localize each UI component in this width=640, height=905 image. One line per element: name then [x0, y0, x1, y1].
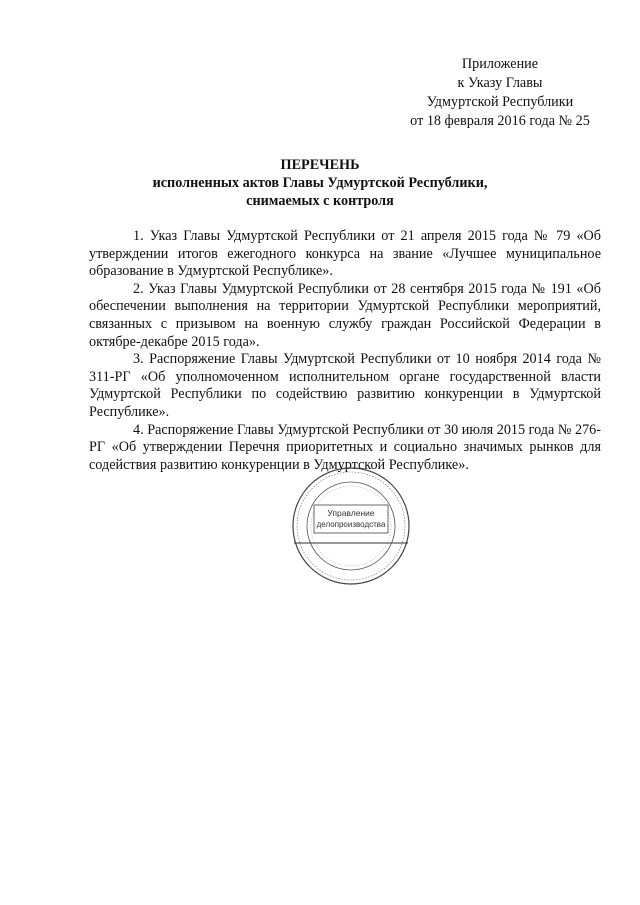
- list-item: 2. Указ Главы Удмуртской Республики от 28 сентября 2015 года № 191 «Об обеспечении выполнения на территории Удмуртской Республики мероприятий, связанных с призывом на военную службу граждан Российской Федерации в октябре-декабре 2015 года».: [89, 280, 601, 350]
- stamp-text-line-1: Управление: [327, 508, 375, 518]
- annex-line-1: Приложение: [461, 56, 539, 72]
- annex-line-2: к Указу Главы: [457, 75, 543, 91]
- stamp-seal: [290, 465, 412, 587]
- annex-header: [400, 55, 600, 131]
- list-item: 3. Распоряжение Главы Удмуртской Республики от 10 ноября 2014 года № 311-РГ «Об уполномоченном исполнительном органе государственной власти Удмуртской Республики по содействию развитию конкуренции в Удмуртской Республике».: [89, 351, 601, 420]
- title-line-2: исполненных актов Главы Удмуртской Республики,: [152, 175, 488, 191]
- acts-list: [89, 228, 601, 474]
- title-line-1: ПЕРЕЧЕНЬ: [280, 157, 360, 173]
- list-item: 1. Указ Главы Удмуртской Республики от 21 апреля 2015 года № 79 «Об утверждении итогов ежегодного конкурса на звание «Лучшее муниципальное образование в Удмуртской Республике».: [89, 228, 601, 280]
- annex-line-4: от 18 февраля 2016 года № 25: [410, 113, 590, 129]
- title-line-3: снимаемых с контроля: [246, 193, 394, 209]
- document-title: [90, 156, 550, 210]
- list-item: 4. Распоряжение Главы Удмуртской Республики от 30 июля 2015 года № 276-РГ «Об утверждении Перечня приоритетных и социально значимых рынков для содействия развитию конкуренции в Удмуртской Республике».: [89, 421, 601, 473]
- annex-line-3: Удмуртской Республики: [426, 94, 574, 110]
- stamp-text-line-2: делопроизводства: [316, 520, 386, 529]
